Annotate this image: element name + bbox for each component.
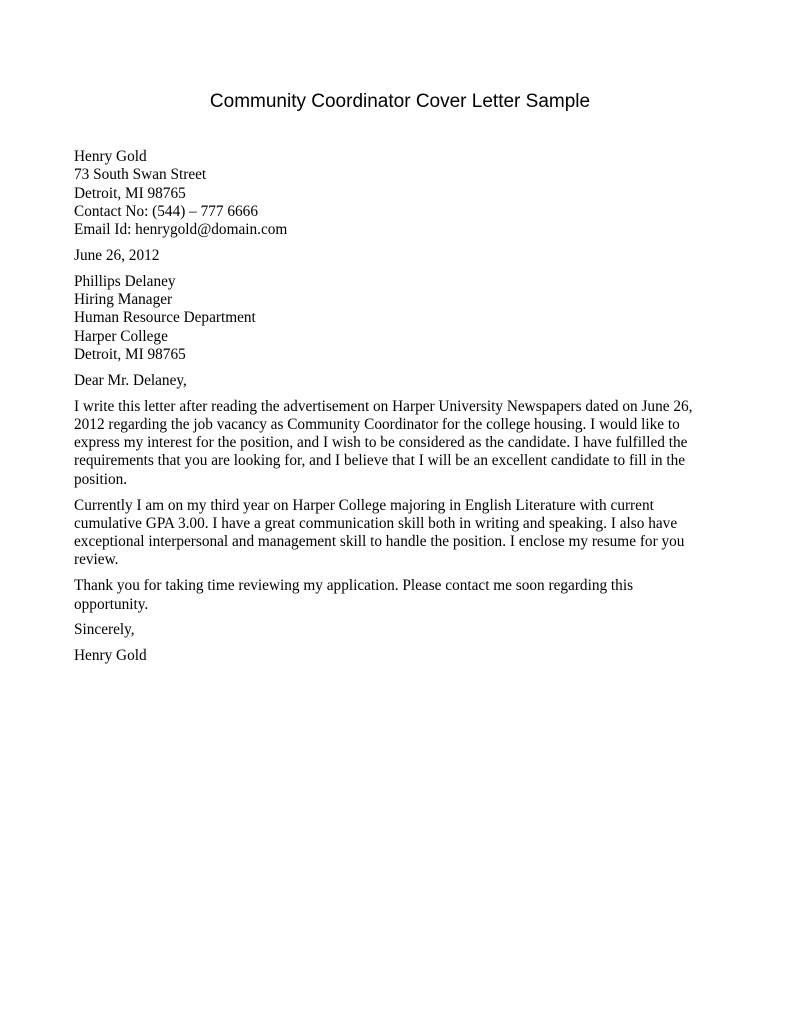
date-text: June 26, 2012	[74, 246, 160, 264]
paragraph-line: position.	[74, 470, 128, 488]
closing-text: Sincerely,	[74, 621, 135, 639]
sender-city: Detroit, MI 98765	[74, 184, 186, 202]
letter-date	[74, 247, 734, 265]
sender-address	[74, 148, 734, 239]
paragraph-line: exceptional interpersonal and management skill to handle the position. I enclose my resume for you	[74, 533, 685, 551]
paragraph-line: cumulative GPA 3.00. I have a great communication skill both in writing and speaking. I also have	[74, 514, 678, 532]
closing	[74, 621, 734, 639]
paragraph-line: Currently I am on my third year on Harper College majoring in English Literature with current	[74, 496, 654, 514]
paragraph-line: Thank you for taking time reviewing my application. Please contact me soon regarding this	[74, 577, 634, 595]
signature-text: Henry Gold	[74, 647, 147, 665]
paragraph-line: requirements that you are looking for, and I believe that I will be an excellent candidate to fill in the	[74, 452, 686, 470]
paragraph-line: 2012 regarding the job vacancy as Community Coordinator for the college housing. I would like to	[74, 415, 680, 433]
page-title: Community Coordinator Cover Letter Sample	[209, 91, 591, 112]
recipient-organization: Harper College	[74, 327, 168, 345]
sender-street: 73 South Swan Street	[74, 166, 207, 184]
paragraph-line: opportunity.	[74, 595, 149, 613]
signature	[74, 647, 734, 665]
salutation	[74, 372, 734, 390]
recipient-name: Phillips Delaney	[74, 272, 176, 290]
sender-name: Henry Gold	[74, 148, 147, 165]
paragraph-line: I write this letter after reading the advertisement on Harper University Newspapers dated on June 26,	[74, 397, 693, 415]
paragraph-line: express my interest for the position, and I wish to be considered as the candidate. I have fulfilled the	[74, 434, 688, 452]
sender-email: Email Id: henrygold@domain.com	[74, 221, 288, 239]
paragraph-qualifications	[74, 497, 734, 570]
recipient-city: Detroit, MI 98765	[74, 345, 186, 363]
paragraph-intro	[74, 398, 734, 489]
paragraph-line: review.	[74, 551, 119, 569]
paragraph-thanks	[74, 577, 734, 614]
salutation-text: Dear Mr. Delaney,	[74, 371, 187, 389]
recipient-position: Hiring Manager	[74, 291, 173, 309]
recipient-department: Human Resource Department	[74, 309, 256, 327]
recipient-address	[74, 273, 734, 364]
sender-contact-number: Contact No: (544) – 777 6666	[74, 202, 258, 220]
letter-body	[74, 148, 734, 673]
